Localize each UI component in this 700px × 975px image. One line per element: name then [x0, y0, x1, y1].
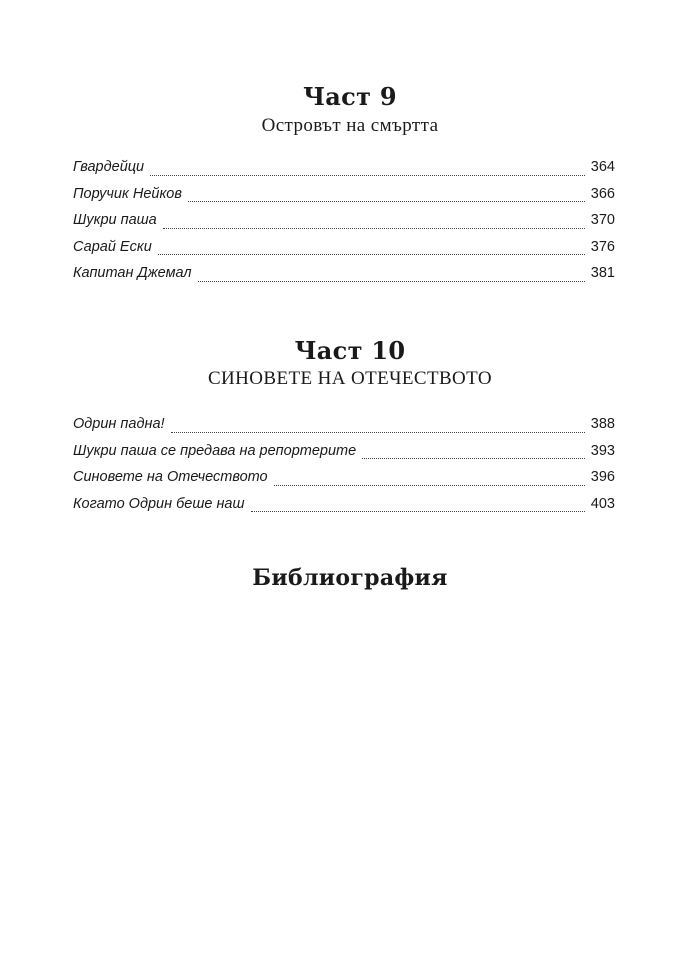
toc-entry[interactable] [73, 239, 615, 266]
dot-leader [150, 175, 585, 176]
part-10-toc-list [73, 416, 615, 522]
part-9-subtitle: Островът на смъртта [261, 115, 439, 136]
toc-entry-title: Шукри паша се предава на репортерите [73, 442, 357, 459]
toc-entry[interactable] [73, 496, 615, 523]
toc-entry[interactable] [73, 159, 615, 186]
toc-entry[interactable] [73, 416, 615, 443]
toc-entry-title: Гвардейци [73, 159, 145, 175]
toc-entry[interactable] [73, 186, 615, 213]
dot-leader [171, 432, 585, 433]
toc-entry-page: 403 [590, 495, 615, 512]
toc-entry[interactable] [73, 443, 615, 470]
dot-leader [188, 201, 585, 202]
dot-leader [198, 281, 585, 282]
toc-entry-title: Синовете на Отечеството [73, 469, 268, 485]
dot-leader [274, 485, 585, 486]
toc-entry-page: 396 [590, 469, 615, 485]
toc-entry-page: 388 [590, 416, 615, 432]
toc-entry[interactable] [73, 212, 615, 239]
toc-entry-page: 376 [590, 238, 615, 255]
toc-entry[interactable] [73, 469, 615, 496]
dot-leader [362, 458, 585, 459]
part-9-toc-list [73, 159, 615, 292]
dot-leader [251, 511, 585, 512]
toc-entry-title: Поручик Нейков [73, 185, 182, 202]
toc-entry-page: 393 [590, 442, 615, 459]
part-10-subtitle: СИНОВЕТЕ НА ОТЕЧЕСТВОТО [207, 368, 493, 389]
toc-entry-title: Шукри паша [73, 212, 157, 228]
toc-entry[interactable] [73, 265, 615, 292]
part-9-heading: Част 9 [303, 82, 397, 111]
toc-entry-page: 381 [590, 265, 615, 281]
toc-entry-title: Когато Одрин беше наш [73, 495, 245, 512]
toc-entry-title: Одрин падна! [73, 416, 165, 432]
bibliography-heading[interactable]: Библиография [252, 565, 448, 591]
toc-entry-title: Капитан Джемал [73, 265, 192, 281]
dot-leader [163, 228, 585, 229]
toc-entry-title: Сарай Ески [73, 238, 152, 255]
toc-entry-page: 370 [590, 212, 615, 228]
dot-leader [158, 254, 585, 255]
part-10-heading: Част 10 [294, 336, 406, 365]
toc-entry-page: 364 [590, 159, 615, 175]
toc-entry-page: 366 [590, 185, 615, 202]
